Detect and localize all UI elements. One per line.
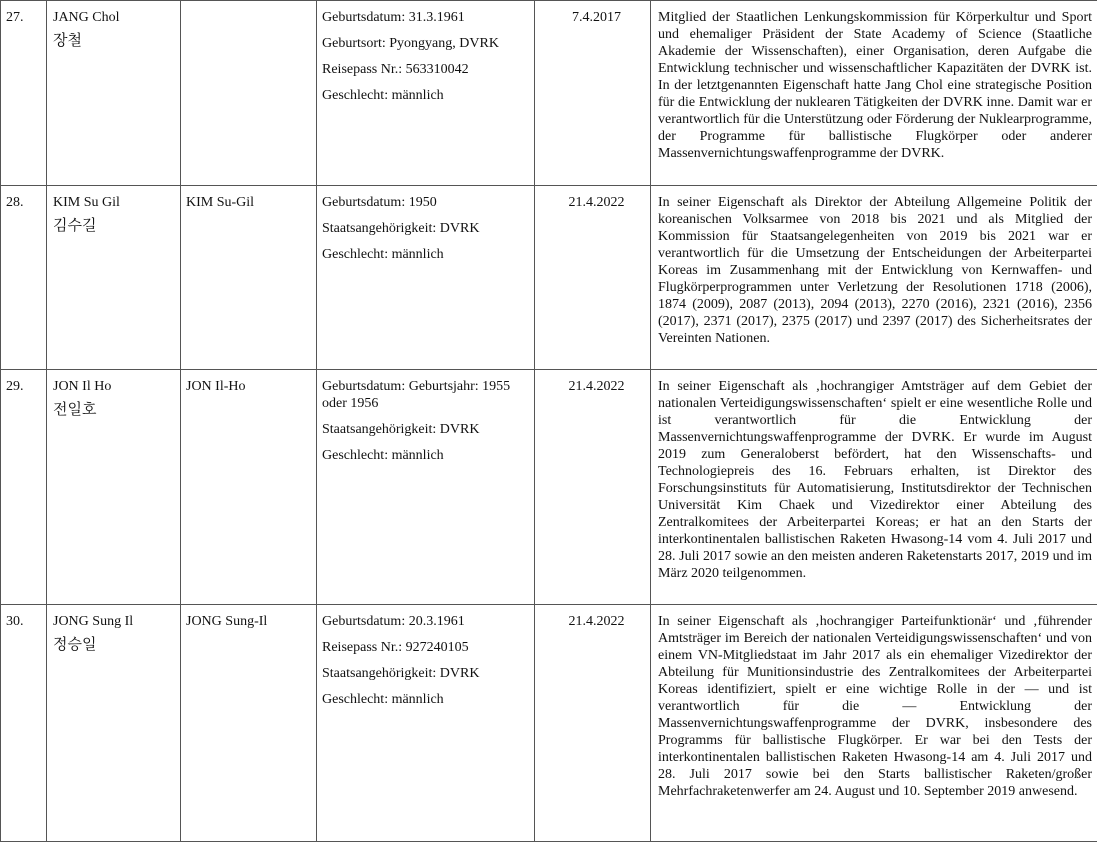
listing-date-cell: [535, 1, 651, 186]
alias-cell: [181, 370, 317, 605]
id-line: Reisepass Nr.: 927240105: [322, 639, 528, 656]
identifying-info-cell: [317, 605, 535, 842]
id-line: Geburtsdatum: 20.3.1961: [322, 613, 528, 630]
identifying-info-cell: [317, 370, 535, 605]
id-line: Geschlecht: männlich: [322, 691, 528, 708]
alias: JONG Sung-Il: [186, 614, 267, 629]
identifying-info-cell: [317, 1, 535, 186]
person-name-korean: 정승일: [53, 635, 180, 654]
entry-number-text: 30.: [6, 614, 24, 629]
reasons-cell: [651, 605, 1097, 842]
person-name: JONG Sung Il: [53, 614, 133, 629]
id-line: Geschlecht: männlich: [322, 246, 528, 263]
person-name: JANG Chol: [53, 10, 120, 25]
reasons-cell: [651, 186, 1097, 370]
id-line: Staatsangehörigkeit: DVRK: [322, 665, 528, 682]
person-name-cell: [47, 605, 181, 842]
reasons-text: Mitglied der Staatlichen Lenkungskommission für Körperkultur und Sport und ehemaliger Präsident der State Academy of Science (Staatliche Akademie der Wissenschaften), einer Organisation, deren Aufgabe die Entwicklung technischer und wissenschaftlicher Kapazitäten der DVRK ist. In der letztgenannten Eigenschaft hatte Jang Chol eine strategische Position für die Entwicklung der nuklearen Tätigkeiten der DVRK inne. Damit war er verantwortlich für die Unterstützung oder Förderung der Nuklearprogramme, der Programme für ballistische Flugkörper oder anderer Massenvernichtungswaffenprogramme der DVRK.: [658, 9, 1092, 162]
id-line: Reisepass Nr.: 563310042: [322, 61, 528, 78]
alias-cell: [181, 1, 317, 186]
id-line: Geschlecht: männlich: [322, 87, 528, 104]
person-name-korean: 장철: [53, 31, 180, 50]
reasons-text: In seiner Eigenschaft als ‚hochrangiger Amtsträger auf dem Gebiet der nationalen Verteidigungswissenschaften‘ spielt er eine wesentliche Rolle und ist verantwortlich für die Entwicklung der Massenvernichtungswaffenprogramme der DVRK. Er wurde im August 2019 zum Generaloberst befördert, hat den Wissenschafts- und Technologiepreis des 16. Februars erhalten, ist Direktor des Forschungsinstituts für Automatisierung, Institutsdirektor der Technischen Universität Kim Chaek und Vizedirektor einer Abteilung des Zentralkomitees der Arbeiterpartei Koreas; er hat an den Starts der interkontinentalen ballistischen Raketen Hwasong-14 vom 4. Juli 2017 und 28. Juli 2017 sowie an den meisten anderen Raketenstarts 2017, 2019 und im März 2020 teilgenommen.: [658, 378, 1092, 582]
entry-number: [1, 186, 47, 370]
alias: JON Il-Ho: [186, 379, 246, 394]
id-line: Staatsangehörigkeit: DVRK: [322, 421, 528, 438]
id-line: Geburtsdatum: 31.3.1961: [322, 9, 528, 26]
person-name: JON Il Ho: [53, 379, 111, 394]
table-row: [1, 1, 1097, 186]
id-line: Geburtsort: Pyongyang, DVRK: [322, 35, 528, 52]
id-line: Geschlecht: männlich: [322, 447, 528, 464]
entry-number-text: 29.: [6, 379, 24, 394]
id-line: Geburtsdatum: 1950: [322, 194, 528, 211]
identifying-info-cell: [317, 186, 535, 370]
person-name-cell: [47, 1, 181, 186]
reasons-cell: [651, 1, 1097, 186]
reasons-cell: [651, 370, 1097, 605]
entry-number: [1, 605, 47, 842]
listing-date: 21.4.2022: [561, 613, 625, 630]
table-row: [1, 605, 1097, 842]
person-name-cell: [47, 370, 181, 605]
person-name-cell: [47, 186, 181, 370]
listing-date-cell: [535, 186, 651, 370]
table-row: [1, 370, 1097, 605]
reasons-text: In seiner Eigenschaft als ‚hochrangiger Parteifunktionär‘ und ‚führender Amtsträger im Bereich der nationalen Verteidigungswissenschaften‘ und von einem VN-Mitgliedstaat im Jahr 2017 als ein ehemaliger Vizedirektor der Abteilung für Munitionsindustrie des Zentralkomitees der Arbeiterpartei Koreas identifiziert, spielt er eine wichtige Rolle in der — und ist verantwortlich für die — Entwicklung der Massenvernichtungswaffenprogramme der DVRK, insbesondere des Programms für ballistische Flugkörper. Er war bei den Tests der interkontinentalen ballistischen Raketen Hwasong-14 am 4. Juli 2017 und 28. Juli 2017 sowie bei den Starts ballistischer Raketen/großer Mehrfachraketenwerfer am 24. August und 10. September 2019 anwesend.: [658, 613, 1092, 800]
entry-number: [1, 370, 47, 605]
listing-date: 7.4.2017: [564, 9, 621, 26]
table-row: [1, 186, 1097, 370]
listing-date-cell: [535, 605, 651, 842]
entry-number-text: 27.: [6, 10, 24, 25]
reasons-text: In seiner Eigenschaft als Direktor der Abteilung Allgemeine Politik der koreanischen Volksarmee von 2018 bis 2021 und als Mitglied der Kommission für Staatsangelegenheiten von 2019 bis 2021 war er verantwortlich für die Umsetzung der Entscheidungen der Arbeiterpartei Koreas im Zusammenhang mit der Entwicklung von Kernwaffen- und Flugkörperprogrammen unter Verletzung der Resolutionen 1718 (2006), 1874 (2009), 2087 (2013), 2094 (2013), 2270 (2016), 2321 (2016), 2356 (2017), 2371 (2017), 2375 (2017) und 2397 (2017) des Sicherheitsrates der Vereinten Nationen.: [658, 194, 1092, 347]
person-name: KIM Su Gil: [53, 195, 120, 210]
listing-date: 21.4.2022: [561, 378, 625, 395]
id-line: Staatsangehörigkeit: DVRK: [322, 220, 528, 237]
listing-date-cell: [535, 370, 651, 605]
listing-date: 21.4.2022: [561, 194, 625, 211]
person-name-korean: 김수길: [53, 216, 180, 235]
entry-number: [1, 1, 47, 186]
alias-cell: [181, 186, 317, 370]
id-line: Geburtsdatum: Geburtsjahr: 1955 oder 1956: [322, 378, 528, 412]
person-name-korean: 전일호: [53, 400, 180, 419]
entry-number-text: 28.: [6, 195, 24, 210]
alias-cell: [181, 605, 317, 842]
alias: KIM Su-Gil: [186, 195, 254, 210]
